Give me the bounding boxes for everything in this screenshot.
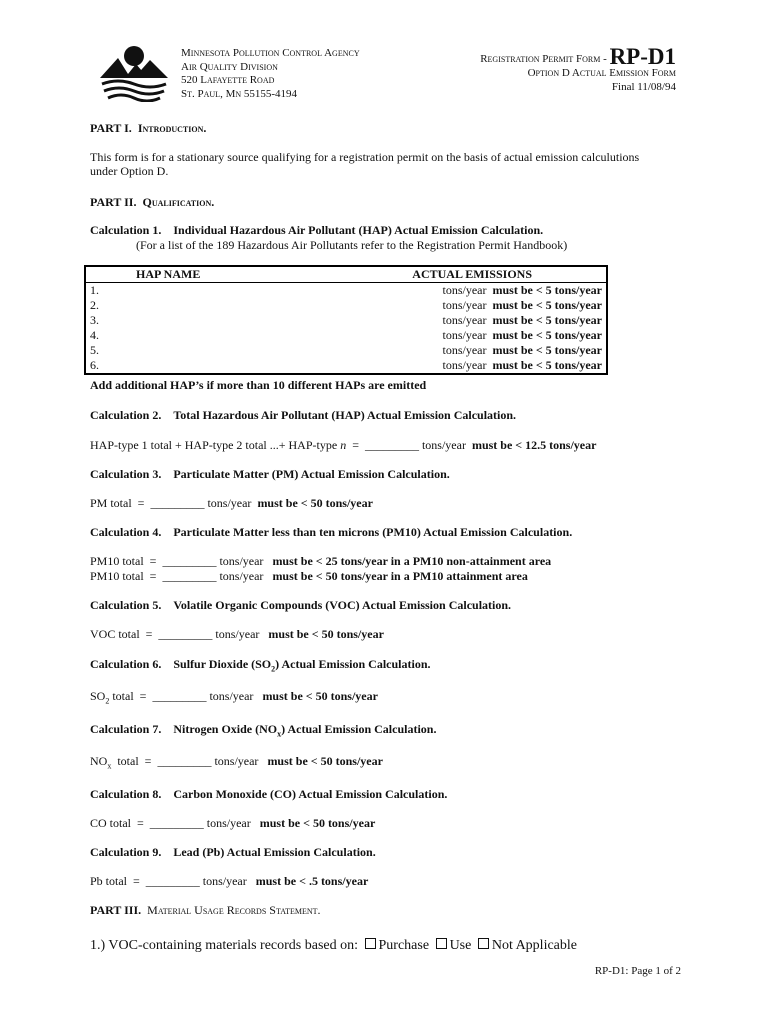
form-prefix: Registration Permit Form - [480,53,610,65]
calc5-heading: Calculation 5. Volatile Organic Compounds (VOC) Actual Emission Calculation. [90,598,512,612]
division-name: Air Quality Division [181,60,278,73]
part1-body: This form is for a stationary source qualifying for a registration permit on the basis of actual emission calculutions under Option D. [90,150,640,178]
page-number: RP-D1: Page 1 of 2 [594,965,681,977]
use-checkbox[interactable] [436,938,447,949]
form-code: RP-D1 [609,44,676,69]
calc3-heading: Calculation 3. Particulate Matter (PM) Actual Emission Calculation. [90,467,450,481]
table-row[interactable]: 5. tons/year must be < 5 tons/year [90,343,602,357]
calc8-line[interactable]: CO total = _________ tons/year must be < 50 tons/year [90,816,376,830]
form-id-block [480,44,676,94]
calc4-line-1[interactable]: PM10 total = _________ tons/year must be < 25 tons/year in a PM10 non-attainment area [90,554,552,568]
calc7-line[interactable]: $NO_x$ total = _________ tons/year must be < 50 tons/year [90,754,383,771]
table-row[interactable]: 2. tons/year must be < 5 tons/year [90,298,602,312]
agency-name: Minnesota Pollution Control Agency [181,47,360,59]
actual-emissions-header: ACTUAL EMISSIONS [281,266,607,283]
mpca-logo-icon [98,44,170,102]
part3-heading: PART III. Material Usage Records Statement. [90,903,321,917]
address-line-1: 520 Lafayette Road [181,74,275,86]
calc6-line[interactable]: $SO_2$ total = _________ tons/year must be < 50 tons/year [90,689,378,706]
table-row[interactable]: 3. tons/year must be < 5 tons/year [90,313,602,327]
hap-table [84,265,608,375]
not-applicable-checkbox[interactable] [478,938,489,949]
calc4-line-2[interactable]: PM10 total = _________ tons/year must be < 50 tons/year in a PM10 attainment area [90,569,528,583]
purchase-label: Purchase [378,938,430,953]
voc-records-question: 1.) VOC-containing materials records based on: Purchase Use Not Applicable [90,938,577,953]
not-applicable-label: Not Applicable [491,938,577,953]
hap-table-footer: Add additional HAP’s if more than 10 different HAPs are emitted [90,378,427,392]
calc5-line[interactable]: VOC total = _________ tons/year must be < 50 tons/year [90,627,384,641]
calc4-heading: Calculation 4. Particulate Matter less than ten microns (PM10) Actual Emission Calculation. [90,525,573,539]
address-line-2: St. Paul, Mn 55155-4194 [181,87,298,100]
calc3-line[interactable]: PM total = _________ tons/year must be < 50 tons/year [90,496,373,510]
table-row[interactable]: 6. tons/year must be < 5 tons/year [90,358,602,372]
calc6-heading: Calculation 6. Sulfur Dioxide $(SO_2)$ Actual Emission Calculation. [90,657,431,674]
calc2-formula[interactable]: HAP-type 1 total + HAP-type 2 total ...+ HAP-type n = _________ tons/year must be < 12.5 tons/year [90,438,597,452]
form-name: Option D Actual Emission Form [527,67,676,79]
calc2-heading: Calculation 2. Total Hazardous Air Pollutant (HAP) Actual Emission Calculation. [90,408,517,422]
calc8-heading: Calculation 8. Carbon Monoxide (CO) Actual Emission Calculation. [90,787,448,801]
hap-name-header: HAP NAME [85,266,281,283]
part1-heading: PART I. Introduction. [90,121,207,135]
calc7-heading: Calculation 7. Nitrogen Oxide $(NO_x)$ Actual Emission Calculation. [90,722,437,739]
form-version: Final 11/08/94 [611,81,676,93]
calc9-line[interactable]: Pb total = _________ tons/year must be < .5 tons/year [90,874,369,888]
table-row[interactable]: 4. tons/year must be < 5 tons/year [90,328,602,342]
calc1-heading: Calculation 1. Individual Hazardous Air Pollutant (HAP) Actual Emission Calculation. [90,223,544,237]
purchase-checkbox[interactable] [365,938,376,949]
use-label: Use [449,938,472,953]
calc9-heading: Calculation 9. Lead (Pb) Actual Emission Calculation. [90,845,376,859]
part2-heading: PART II. Qualification. [90,195,215,209]
table-row[interactable]: 1. tons/year must be < 5 tons/year [90,283,602,297]
calc1-note: (For a list of the 189 Hazardous Air Pollutants refer to the Registration Permit Handbook) [136,238,568,252]
agency-block [181,47,360,101]
